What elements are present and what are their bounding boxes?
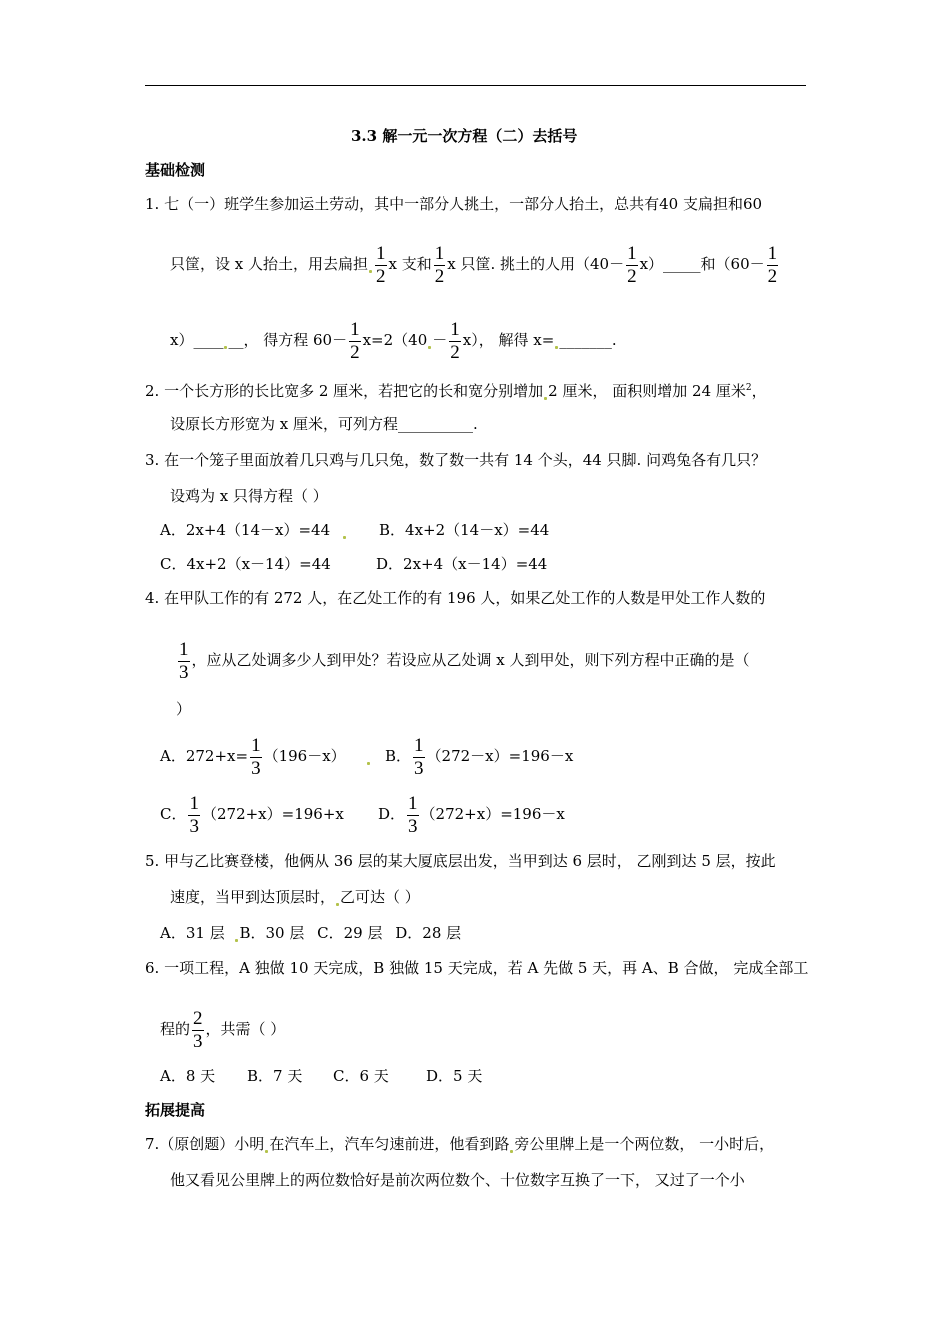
section-heading-basic: 基础检测 [145, 161, 206, 179]
q1-text: 只筐，设 x 人抬土，用去扁担 [170, 255, 368, 273]
q3-line2: 设鸡为 x 只得方程（ ） [170, 487, 328, 505]
q6-text: ，共需（ ） [205, 1020, 286, 1038]
q7-line2: 他又看见公里牌上的两位数恰好是前次两位数个、十位数字互换了一下， 又过了一个小 [170, 1171, 745, 1189]
q1-text: x=2（40 [362, 331, 428, 349]
q4-line3: ） [176, 700, 192, 718]
q4-text: （272+x）=196+x [201, 805, 344, 823]
page-title: 3.3 解一元一次方程（二）去括号 [351, 127, 578, 145]
q1-text: x）_____和（60－ [639, 255, 765, 273]
q4-option-b [385, 734, 573, 779]
q1-line3 [170, 318, 617, 363]
q4-option-c [160, 792, 344, 837]
q6-option-a: A．8 天 [160, 1067, 216, 1085]
q6-text: 程的 [160, 1020, 191, 1038]
fraction-half: $\frac{1}{2}$ [627, 242, 637, 287]
q2-text: ， [751, 382, 767, 400]
q6-line1: 6. 一项工程，A 独做 10 天完成，B 独做 15 天完成，若 A 先做 5 天，再 A、B 合做， 完成全部工 [145, 959, 809, 977]
fraction-half: $\frac{1}{2}$ [767, 242, 778, 287]
q5-option-b: B．30 层 [239, 924, 305, 942]
fraction-third: $\frac{1}{3}$ [408, 792, 418, 837]
q5-line2 [170, 887, 420, 907]
q6-line2 [160, 1007, 285, 1052]
fraction-half: $\frac{1}{2}$ [434, 242, 445, 287]
fraction-two-thirds: $\frac{2}{3}$ [193, 1007, 203, 1052]
section-heading-extension: 拓展提高 [145, 1101, 206, 1119]
mark-dot [265, 1150, 268, 1153]
q5-option-c: C．29 层 [317, 924, 383, 942]
q2-line2: 设原长方形宽为 x 厘米，可列方程__________. [170, 415, 478, 433]
q5-text: 速度，当甲到达顶层时， [170, 888, 336, 906]
q3-option-c: C．4x+2（x－14）=44 [160, 555, 331, 573]
q6-option-d: D．5 天 [426, 1067, 483, 1085]
mark-dot [342, 520, 347, 540]
q4-line1: 4. 在甲队工作的有 272 人，在乙处工作的有 196 人，如果乙处工作的人数是甲处工作人数的 [145, 589, 766, 607]
q1-line1: 1. 七（一）班学生参加运土劳动，其中一部分人挑土，一部分人抬土，总共有40 支扁担和60 [145, 195, 763, 213]
q1-text: _______. [559, 331, 617, 349]
superscript-2: 2 [745, 383, 752, 393]
q7-text: 在汽车上，汽车匀速前进，他看到路 [269, 1135, 510, 1153]
mark-dot [555, 346, 558, 349]
q4-option-a [160, 734, 346, 779]
fraction-third: $\frac{1}{3}$ [251, 734, 261, 779]
mark-dot [366, 746, 371, 766]
q1-text: x）____ [170, 331, 224, 349]
q1-text: － [432, 331, 448, 349]
q1-text: x 只筐. 挑土的人用（40－ [447, 255, 625, 273]
q1-line2 [170, 242, 780, 287]
q4-text: A．272+x= [160, 747, 249, 765]
fraction-third: $\frac{1}{3}$ [179, 638, 189, 683]
fraction-third: $\frac{1}{3}$ [189, 792, 199, 837]
q4-text: （272－x）=196－x [426, 747, 574, 765]
fraction-third: $\frac{1}{3}$ [414, 734, 424, 779]
q4-line2 [176, 638, 750, 683]
q1-text: __， 得方程 60－ [228, 331, 348, 349]
q4-text: D． [378, 805, 406, 823]
q5-line1: 5. 甲与乙比赛登楼，他俩从 36 层的某大厦底层出发，当甲到达 6 层时， 乙刚到达 5 层，按此 [145, 852, 776, 870]
q5-options [160, 923, 461, 943]
q4-text: C． [160, 805, 187, 823]
q1-text: x 支和 [388, 255, 432, 273]
header-rule [145, 85, 806, 86]
mark-dot [544, 397, 547, 400]
q1-text: x）， 解得 x= [462, 331, 555, 349]
q4-text: （196－x） [263, 747, 346, 765]
q2-text: 2 厘米， 面积则增加 24 厘米 [548, 382, 746, 400]
q6-option-c: C．6 天 [333, 1067, 389, 1085]
q4-text: ，应从乙处调多少人到甲处？若设应从乙处调 x 人到甲处，则下列方程中正确的是（ [191, 651, 750, 669]
q7-line1 [145, 1134, 774, 1154]
q5-option-a: A．31 层 [160, 924, 225, 942]
q5-text: 乙可达（ ） [340, 888, 420, 906]
q7-text: 7.（原创题）小明 [145, 1135, 265, 1153]
q7-text: 旁公里牌上是一个两位数， 一小时后， [514, 1135, 775, 1153]
q3-line1: 3. 在一个笼子里面放着几只鸡与几只兔，数了数一共有 14 个头，44 只脚. 问鸡兔各有几只？ [145, 451, 767, 469]
mark-dot [510, 1150, 513, 1153]
mark-dot [428, 346, 431, 349]
q2-line1 [145, 378, 767, 401]
fraction-half: $\frac{1}{2}$ [450, 318, 460, 363]
q4-option-d [378, 792, 565, 837]
fraction-half: $\frac{1}{2}$ [350, 318, 360, 363]
mark-dot [369, 270, 372, 273]
q5-option-d: D．28 层 [395, 924, 462, 942]
q4-text: B． [385, 747, 412, 765]
q6-option-b: B．7 天 [247, 1067, 303, 1085]
q3-option-b: B．4x+2（14－x）=44 [379, 521, 550, 539]
fraction-half: $\frac{1}{2}$ [376, 242, 386, 287]
q2-text: 2. 一个长方形的长比宽多 2 厘米，若把它的长和宽分别增加 [145, 382, 544, 400]
q3-option-a: A．2x+4（14－x）=44 [160, 521, 331, 539]
q4-text: （272+x）=196－x [420, 805, 565, 823]
q3-option-d: D．2x+4（x－14）=44 [376, 555, 548, 573]
mark-dot [336, 903, 339, 906]
